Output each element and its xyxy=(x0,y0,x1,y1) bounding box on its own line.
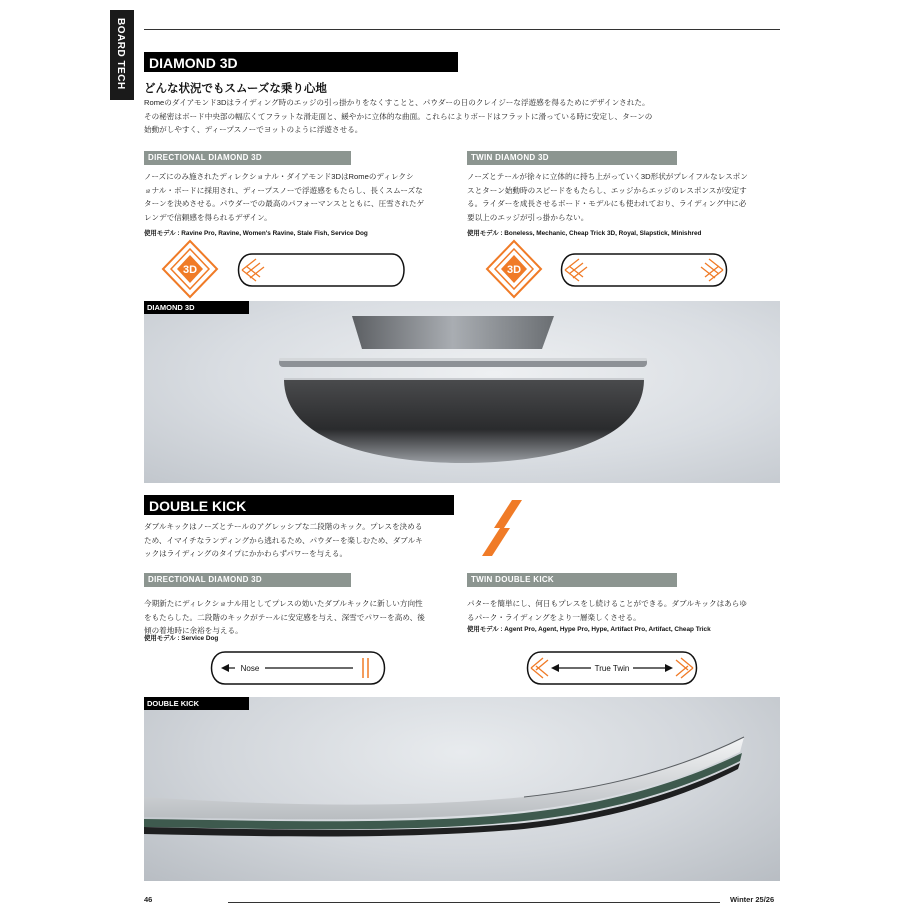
diamond3d-title: DIAMOND 3D xyxy=(144,52,458,72)
intro-line: Romeのダイアモンド3Dはライディング時のエッジの引っ掛かりをなくすことと、パウダーの日のクレイジーな浮遊感を得るためにデザインされた。 xyxy=(144,98,650,107)
top-divider xyxy=(144,29,780,30)
directional-diamond3d-models: 使用モデル : Ravine Pro, Ravine, Women's Ravine, Stale Fish, Service Dog xyxy=(144,230,368,237)
twin-diamond3d-body xyxy=(467,170,785,224)
diamond3d-intro xyxy=(144,96,784,137)
intro-line: ため、イマイチなランディングから逃れるため、パウダーを楽しむため、ダブルキ xyxy=(144,535,423,545)
board-tech-tab xyxy=(110,10,134,100)
intro-line: その秘密はボード中央部の幅広くてフラットな滑走面と、緩やかに立体的な曲面。これらによりボードはフラットに滑っている時に安定し、ターンの xyxy=(144,111,653,121)
twin-doublekick-header: TWIN DOUBLE KICK xyxy=(467,573,677,587)
directional-board-diagram-icon xyxy=(232,250,410,290)
body-line: 今期新たにディレクショナル用としてプレスの効いたダブルキックに新しい方向性 xyxy=(144,599,423,608)
doublekick-photo xyxy=(144,697,780,881)
body-line: 傾の着地時に余裕を与える。 xyxy=(144,626,243,636)
doublekick-title: DOUBLE KICK xyxy=(144,495,454,515)
directional-doublekick-header: DIRECTIONAL DIAMOND 3D xyxy=(144,573,351,587)
nose-label: Nose xyxy=(240,664,260,673)
diamond3d-photo xyxy=(144,301,780,483)
doublekick-intro xyxy=(144,520,462,561)
body-line: る。ライダーを成長させるボード・モデルにも使われており、ライディング中に必 xyxy=(467,199,747,209)
body-line: スとターン始動時のスピードをもたらし、エッジからエッジのレスポンスが安定す xyxy=(467,185,747,195)
body-line: るパーク・ライディングをより一層楽しくさせる。 xyxy=(467,612,641,622)
twin-diamond3d-badge-icon xyxy=(484,238,544,300)
twin-doublekick-models: 使用モデル : Agent Pro, Agent, Hype Pro, Hype, Artifact Pro, Artifact, Cheap Trick xyxy=(467,626,711,633)
season-label: Winter 25/26 xyxy=(730,895,775,904)
directional-doublekick-diagram-icon xyxy=(205,648,391,688)
double-kick-logo-icon xyxy=(482,500,542,556)
directional-diamond3d-header: DIRECTIONAL DIAMOND 3D xyxy=(144,151,351,165)
body-line: パターを簡単にし、何日もプレスをし続けることができる。ダブルキックはあらゆ xyxy=(467,599,747,608)
diamond3d-badge-icon xyxy=(160,238,220,300)
diamond3d-photo-label: DIAMOND 3D xyxy=(144,301,249,314)
twin-diamond3d-models: 使用モデル : Boneless, Mechanic, Cheap Trick 3D, Royal, Slapstick, Minishred xyxy=(467,230,702,237)
body-line: をもたらした。二段階のキックがテールに安定感を与え、深雪でパワーを高め、後 xyxy=(144,612,425,622)
true-twin-label: True Twin xyxy=(594,664,630,673)
twin-board-diagram-icon xyxy=(555,250,733,290)
body-line: ノーズとテールが徐々に立体的に持ち上がっていく3D形状がプレイフルなレスポン xyxy=(467,172,748,181)
doublekick-photo-label: DOUBLE KICK xyxy=(144,697,249,710)
directional-diamond3d-body xyxy=(144,170,462,224)
intro-line: ックはライディングのタイプにかかわらずパワーを与える。 xyxy=(144,549,348,559)
page-number: 46 xyxy=(144,895,153,904)
twin-doublekick-diagram-icon xyxy=(521,648,703,688)
directional-doublekick-body xyxy=(144,597,462,638)
intro-line: 始動がしやすく、ディープスノーでヨットのように浮遊させる。 xyxy=(144,125,363,135)
body-line: 要以上のエッジが引っ掛からない。 xyxy=(467,212,589,222)
intro-line: ダブルキックはノーズとテールのアグレッシブな二段階のキック。プレスを決める xyxy=(144,522,423,531)
badge-text: 3D xyxy=(506,264,522,276)
body-line: ノーズにのみ施されたディレクショナル・ダイアモンド3DはRomeのディレクシ xyxy=(144,172,414,181)
twin-diamond3d-header: TWIN DIAMOND 3D xyxy=(467,151,677,165)
diamond3d-subtitle: どんな状況でもスムーズな乗り心地 xyxy=(144,83,327,95)
footer-divider xyxy=(228,902,720,903)
body-line: ターンを決めさせる。パウダーでの最高のパフォーマンスとともに、圧雪されたゲ xyxy=(144,199,425,209)
twin-doublekick-body xyxy=(467,597,785,624)
directional-doublekick-models: 使用モデル : Service Dog xyxy=(144,635,219,642)
board-tech-label: BOARD TECH xyxy=(115,18,126,90)
body-line: ョナル・ボードに採用され、ディープスノーで浮遊感をもたらし、長くスムーズな xyxy=(144,185,423,195)
body-line: レンデで信頼感を得られるデザイン。 xyxy=(144,212,272,222)
badge-text: 3D xyxy=(182,264,198,276)
